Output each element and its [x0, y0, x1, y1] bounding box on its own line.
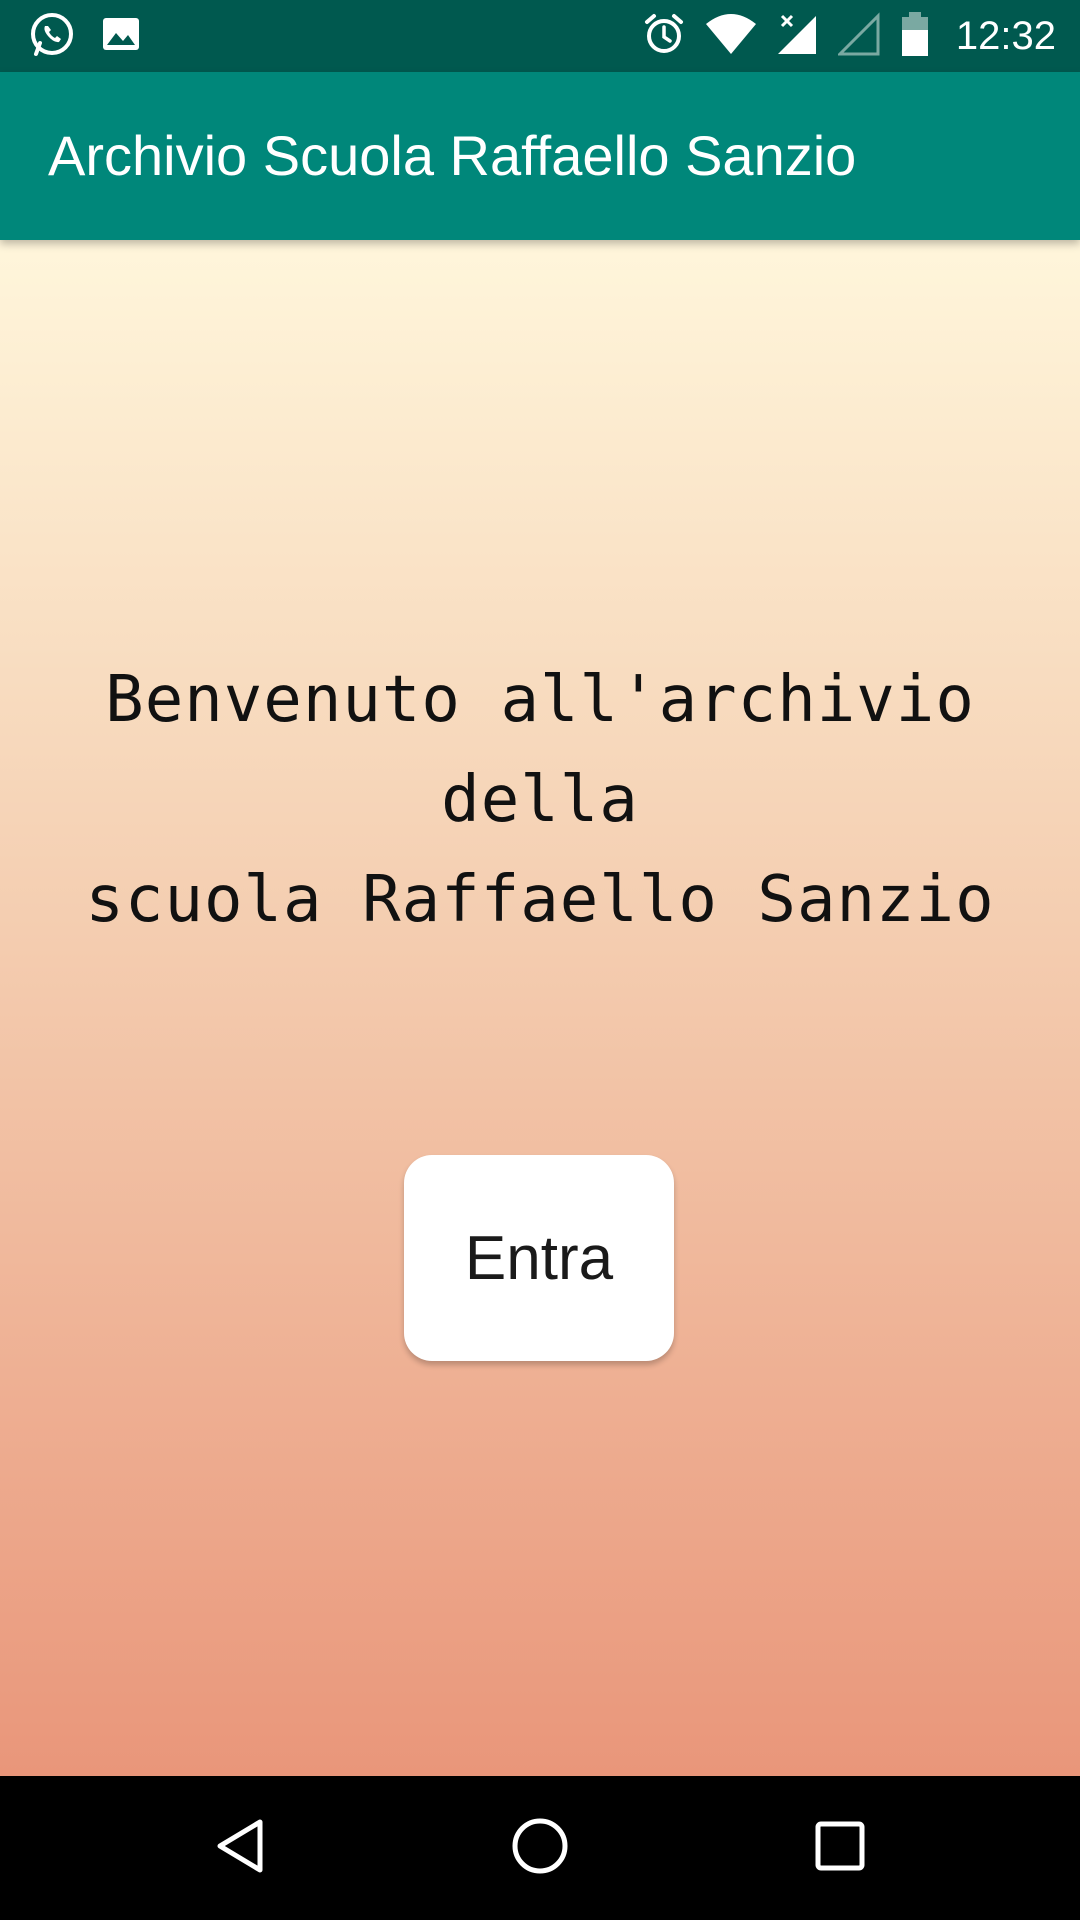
image-icon	[100, 13, 142, 60]
alarm-icon	[642, 12, 686, 61]
welcome-message	[0, 650, 1080, 950]
status-right-icons	[642, 12, 1056, 60]
main-content	[0, 240, 1080, 1776]
status-bar	[0, 0, 1080, 72]
back-button[interactable]	[204, 1812, 276, 1884]
wifi-icon	[704, 12, 758, 61]
home-button[interactable]	[504, 1812, 576, 1884]
navigation-bar	[0, 1776, 1080, 1920]
app-bar	[0, 72, 1080, 240]
status-left-icons	[28, 12, 142, 60]
signal-icon	[776, 12, 820, 61]
recents-icon	[814, 1820, 866, 1877]
status-time: 12:32	[955, 13, 1056, 58]
welcome-line-1: Benvenuto all'archivio della	[105, 663, 975, 837]
back-icon	[212, 1816, 268, 1881]
whatsapp-icon	[28, 10, 76, 63]
recents-button[interactable]	[804, 1812, 876, 1884]
app-title: Archivio Scuola Raffaello Sanzio	[48, 124, 857, 187]
enter-button[interactable]: Entra	[404, 1155, 674, 1361]
welcome-line-2: scuola Raffaello Sanzio	[85, 863, 995, 937]
signal-empty-icon	[838, 12, 882, 61]
battery-icon	[900, 10, 930, 63]
home-icon	[510, 1816, 570, 1881]
